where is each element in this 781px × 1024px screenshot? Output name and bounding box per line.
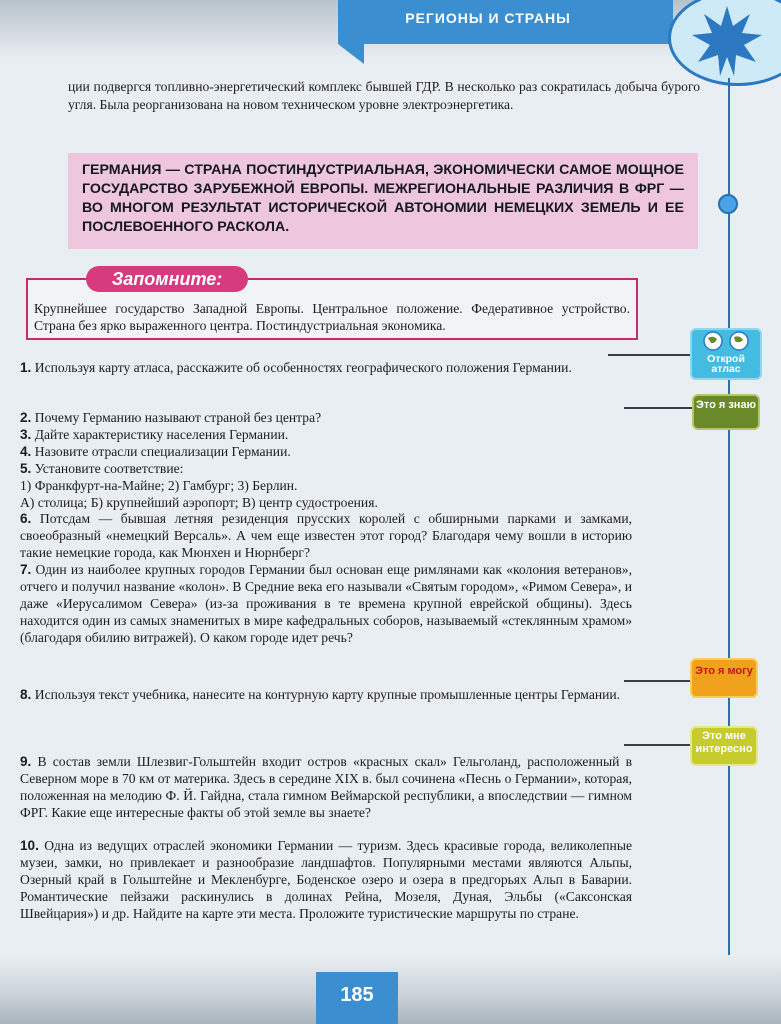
remember-label: Запомните: [86,266,248,292]
question-text: Установите соответствие: [34,461,184,476]
question-text: Потсдам — бывшая летняя резиденция прусских королей с обширными парками и замками, своеобразный «немецкий Версаль». А чем еще известен этот город? Благодаря чему вошли в историю такие немецкие города, как Мюнхен и Нюрнберг? [20,511,632,560]
question-8 [20,687,632,704]
question-number: 9. [20,754,32,769]
question-3 [20,427,632,444]
question-text: В состав земли Шлезвиг-Гольштейн входит остров «красных скал» Гельголанд, расположенный в Северном море в 70 км от материка. Здесь в середине XIX в. был сочинена «Песнь о Германии», которая, положенная на мелодию Ф. Й. Гайдна, стала гимном Веймарской республики, а впоследствии — гимном ФРГ. Какие еще интересные факты об этой земле вы знаете? [20,754,633,820]
question-text: Почему Германию называют страной без центра? [34,410,322,425]
highlight-marker-dot [718,194,738,214]
question-number: 10. [20,838,39,853]
question-number: 5. [20,461,32,476]
question-5-options-2: А) столица; Б) крупнейший аэропорт; В) центр судостроения. [20,494,378,510]
question-9 [20,754,632,822]
question-5 [20,461,632,512]
connector-line [608,354,692,356]
question-number: 8. [20,687,32,702]
page-number: 185 [316,972,398,1024]
question-text: Используя текст учебника, нанесите на контурную карту крупные промышленные центры Германии. [34,687,621,702]
question-10 [20,838,632,923]
question-1 [20,360,632,377]
question-2 [20,410,632,427]
question-text: Используя карту атласа, расскажите об особенностях географического положения Германии. [34,360,572,375]
intro-paragraph: ции подвергся топливно-энергетический комплекс бывшей ГДР. В несколько раз сократилась добыча бурого угля. Была реорганизована на новом техническом уровне электроэнергетика. [68,79,700,112]
question-number: 7. [20,562,32,577]
question-5-options-1: 1) Франкфурт-на-Майне; 2) Гамбург; 3) Берлин. [20,477,298,493]
question-text: Одна из ведущих отраслей экономики Германии — туризм. Здесь красивые города, великолепные музеи, замки, но привлекает и разнообразие ландшафтов. Популярными местами являются Альпы, Озерный край в Гольштейне и Мекленбурге, Боденское озеро и озера в предгорьях Альп в Баварии. Романтические пейзажи раскинулись в долинах Рейна, Мозеля, Дуная, Эльбы («Саксонская Швейцария») и др. Найдите на карте эти места. Проложите туристические маршруты по стране. [20,838,632,921]
key-statement-text: ГЕРМАНИЯ — СТРАНА ПОСТИНДУСТРИАЛЬНАЯ, ЭКОНОМИЧЕСКИ САМОЕ МОЩНОЕ ГОСУДАРСТВО ЗАРУБЕЖНОЙ ЕВРОПЫ. МЕЖРЕГИОНАЛЬНЫЕ РАЗЛИЧИЯ В ФРГ — ВО МНОГОМ РЕЗУЛЬТАТ ИСТОРИЧЕСКОЙ АВТОНОМИИ НЕМЕЦКИХ ЗЕМЕЛЬ И ЕЕ ПОСЛЕВОЕННОГО РАСКОЛА. [82,162,684,235]
question-text: Один из наиболее крупных городов Германии был основан еще римлянами как «колония ветеранов», отчего и получил название «колон». В Средние века его называли «Святым городом», «Римом Севера», и даже «Иерусалимом Севера» (из-за проживания в те времена крупной еврейской общины). Здесь находится один из самых знаменитых в мире кафедральных соборов, называемый «стеклянным храмом» (благодаря обилию витражей). О каком городе идет речь? [20,562,632,645]
question-text: Назовите отрасли специализации Германии. [34,444,291,459]
question-number: 3. [20,427,32,442]
question-4 [20,444,632,461]
badge-i-know: Это я знаю [692,394,760,430]
question-6 [20,511,632,562]
connector-line [624,744,692,746]
remember-text: Крупнейшее государство Западной Европы. Центральное положение. Федеративное устройство. Страна без ярко выраженного центра. Постиндустриальная экономика. [34,301,630,333]
question-7 [20,562,632,647]
star-icon [690,4,764,78]
connector-line [624,680,692,682]
globe-icon [700,330,752,352]
question-number: 1. [20,360,32,375]
connector-line [624,407,694,409]
badge-interesting: Это мне интересно [690,726,758,766]
badge-open-atlas: Открой атлас [690,328,762,380]
badge-i-can: Это я могу [690,658,758,698]
question-number: 4. [20,444,32,459]
question-number: 6. [20,511,32,526]
key-statement-box [68,153,698,249]
question-number: 2. [20,410,32,425]
section-title: РЕГИОНЫ И СТРАНЫ [405,10,571,26]
question-text: Дайте характеристику населения Германии. [34,427,289,442]
